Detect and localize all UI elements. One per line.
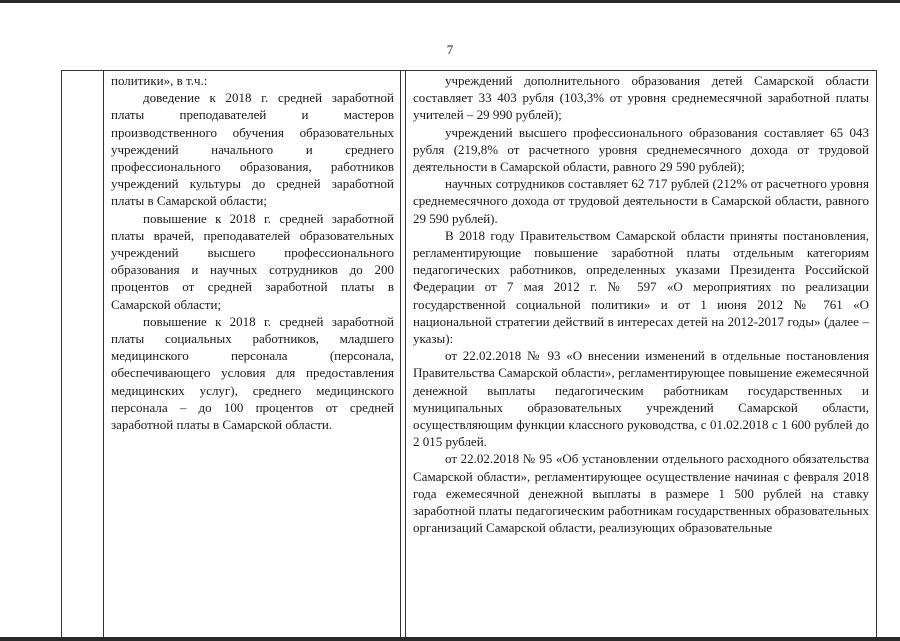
paragraph: политики», в т.ч.: — [111, 73, 208, 88]
paragraph: учреждений дополнительного образования детей Самарской области составляет 33 403 рубля (103,3% от уровня среднемесячной заработной платы учителей – 29 990 рублей); — [413, 73, 869, 123]
scan-edge-top — [0, 0, 900, 3]
document-table — [61, 70, 877, 637]
middle-column — [111, 72, 394, 433]
column-divider-2 — [400, 71, 401, 637]
column-divider-1 — [103, 71, 104, 637]
right-column — [413, 72, 869, 536]
scan-edge-bottom — [0, 637, 900, 641]
column-divider-3 — [405, 71, 406, 637]
paragraph: повышение к 2018 г. средней заработной платы врачей, преподавателей образовательных учреждений высшего профессионального образования и научных сотрудников до 200 процентов от средней заработной платы в Самарской области; — [111, 210, 394, 312]
paragraph: доведение к 2018 г. средней заработной платы преподавателей и мастеров производственного обучения образовательных учреждений начального и среднего профессионального образования, работников учреждений культуры до средней заработной платы в Самарской области; — [111, 90, 394, 209]
paragraph: повышение к 2018 г. средней заработной платы социальных работников, младшего медицинского персонала (персонала, обеспечивающего условия для предоставления медицинских услуг), среднего медицинского персонала – до 100 процентов от средней заработной платы в Самарской области. — [111, 313, 394, 433]
paragraph: В 2018 году Правительством Самарской области приняты постановления, регламентирующие повышение заработной платы отдельным категориям педагогических работников, определенных указами Президента Российской Федерации от 7 мая 2012 г. № 597 «О мероприятиях по реализации государственной социальной политики» и от 1 июня 2012 № 761 «О национальной стратегии действий в интересах детей на 2012-2017 годы» (далее – указы): — [413, 227, 869, 347]
paragraph: от 22.02.2018 № 93 «О внесении изменений в отдельные постановления Правительства Самарской области», регламентирующее повышение ежемесячной денежной выплаты педагогическим работникам государственных и муниципальных образовательных учреждений Самарской области, осуществляющим функции классного руководства, с 01.02.2018 с 1 600 рублей до 2 015 рублей. — [413, 348, 869, 450]
paragraph: учреждений высшего профессионального образования составляет 65 043 рубля (219,8% от расчетного уровня среднемесячного дохода от трудовой деятельности в Самарской области, равного 29 590 рублей); — [413, 124, 869, 175]
page-number: 7 — [446, 42, 454, 57]
paragraph: от 22.02.2018 № 95 «Об установлении отдельного расходного обязательства Самарской области», регламентирующее осуществление начиная с февраля 2018 года ежемесячной денежной выплаты в размере 1 500 рублей на ставку заработной платы педагогическим работникам государственных образовательных организаций Самарской области, реализующих образовательные — [413, 451, 869, 536]
paragraph: научных сотрудников составляет 62 717 рублей (212% от расчетного уровня среднемесячного дохода от трудовой деятельности в Самарской области, равного 29 590 рублей). — [413, 176, 869, 226]
